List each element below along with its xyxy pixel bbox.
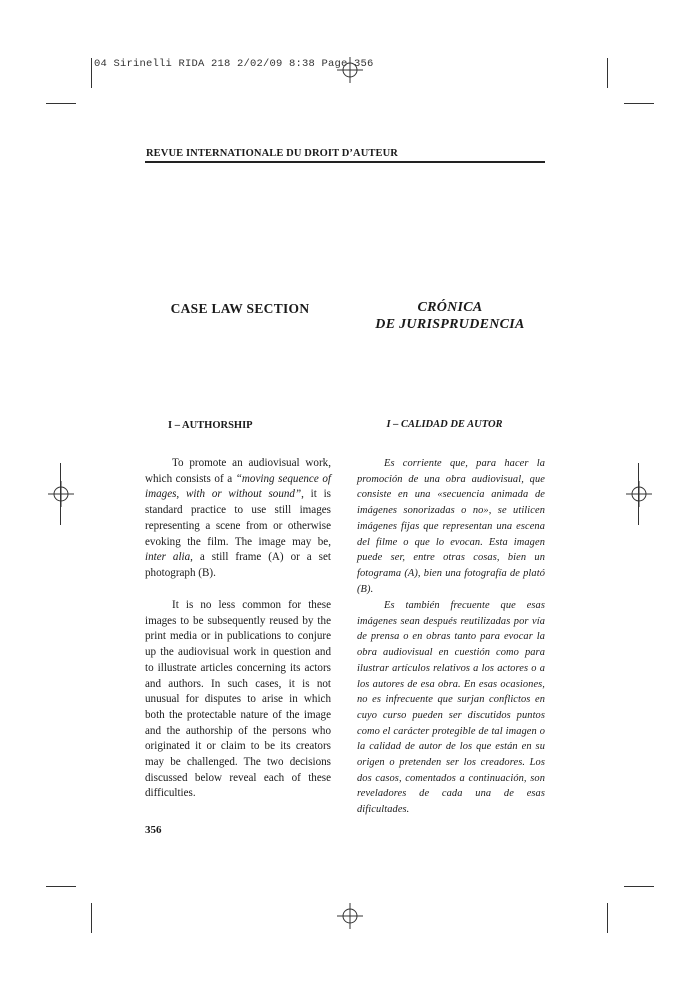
registration-mark-bottom bbox=[337, 903, 363, 929]
registration-mark-left bbox=[48, 481, 74, 507]
crop-mark-top-right-horizontal bbox=[624, 103, 654, 104]
subsection-heading-spanish: I – CALIDAD DE AUTOR bbox=[386, 419, 503, 430]
english-p1-text-c: , a still frame (A) or a set photograph (B). bbox=[145, 551, 331, 579]
crop-mark-bottom-left-horizontal bbox=[46, 886, 76, 887]
crop-mark-top-left-vertical bbox=[91, 58, 92, 88]
section-title-english: CASE LAW SECTION bbox=[170, 301, 310, 316]
crop-mark-bottom-right-horizontal bbox=[624, 886, 654, 887]
section-title-spanish-line2: DE JURISPRUDENCIA bbox=[375, 317, 525, 332]
running-head: REVUE INTERNATIONALE DU DROIT D’AUTEUR bbox=[146, 148, 398, 159]
registration-mark-right bbox=[626, 481, 652, 507]
spanish-paragraph-2: Es también frecuente que esas imágenes sean después reutilizadas por vía de prensa o en obras tanto para evocar la obra audiovisual en cuestión como para ilustrar artículos relativos a los actores o a los autores de esa obra. En esas ocasiones, no es infrecuente que surjan conflictos en cuyo curso pueden ser discutidos puntos como el carácter protegible de tal imagen o la calidad de autor de los que están en su origen o pretenden ser los creadores. Los dos casos, comentados a continuación, son reveladores de cada una de esas dificultades. bbox=[357, 600, 545, 816]
running-head-rule bbox=[145, 161, 545, 163]
english-paragraph-1 bbox=[145, 456, 331, 582]
english-paragraph-2: It is no less common for these images to be subsequently reused by the print media or in publications to conjure up the audiovisual work in question and to illustrate articles concerning its actors and authors. In such cases, it is not unusual for disputes to arise in which both the protectable nature of the image and the authorship of the persons who originated it or claim to be its creators may be challenged. The two decisions discussed below reveal each of these difficulties. bbox=[145, 599, 331, 800]
crop-mark-right-middle bbox=[638, 463, 639, 525]
crop-mark-top-right-vertical bbox=[607, 58, 608, 88]
english-p1-quote: “moving sequence of images, with or without sound” bbox=[145, 472, 331, 501]
section-title-spanish-line1: CRÓNICA bbox=[417, 300, 483, 315]
english-p1-latin: inter alia bbox=[145, 551, 191, 564]
spanish-paragraph-1: Es corriente que, para hacer la promoción de una obra audiovisual, que consiste en una «secuencia animada de imágenes sonorizadas o no», se utilicen imágenes fijas que representan una escena del filme o que lo evocan. Esta imagen puede ser, entre otras cosas, bien un fotograma (A), bien una fotografía de plató (B). bbox=[357, 458, 545, 595]
crop-mark-left-middle bbox=[60, 463, 61, 525]
page-number: 356 bbox=[145, 824, 162, 836]
printer-slug: 04 Sirinelli RIDA 218 2/02/09 8:38 Page 356 bbox=[94, 58, 374, 70]
section-title-spanish bbox=[370, 299, 530, 333]
crop-mark-bottom-left-vertical bbox=[91, 903, 92, 933]
registration-mark-top bbox=[337, 57, 363, 83]
english-p1-text-a: To promote an audiovisual work, which consists of a bbox=[145, 457, 331, 485]
crop-mark-top-left-horizontal bbox=[46, 103, 76, 104]
english-p1-text-b: , it is standard practice to use still images representing a scene from or otherwise evoking the film. The image may be, bbox=[145, 488, 331, 548]
crop-mark-bottom-right-vertical bbox=[607, 903, 608, 933]
subsection-heading-english: I – AUTHORSHIP bbox=[168, 420, 253, 431]
